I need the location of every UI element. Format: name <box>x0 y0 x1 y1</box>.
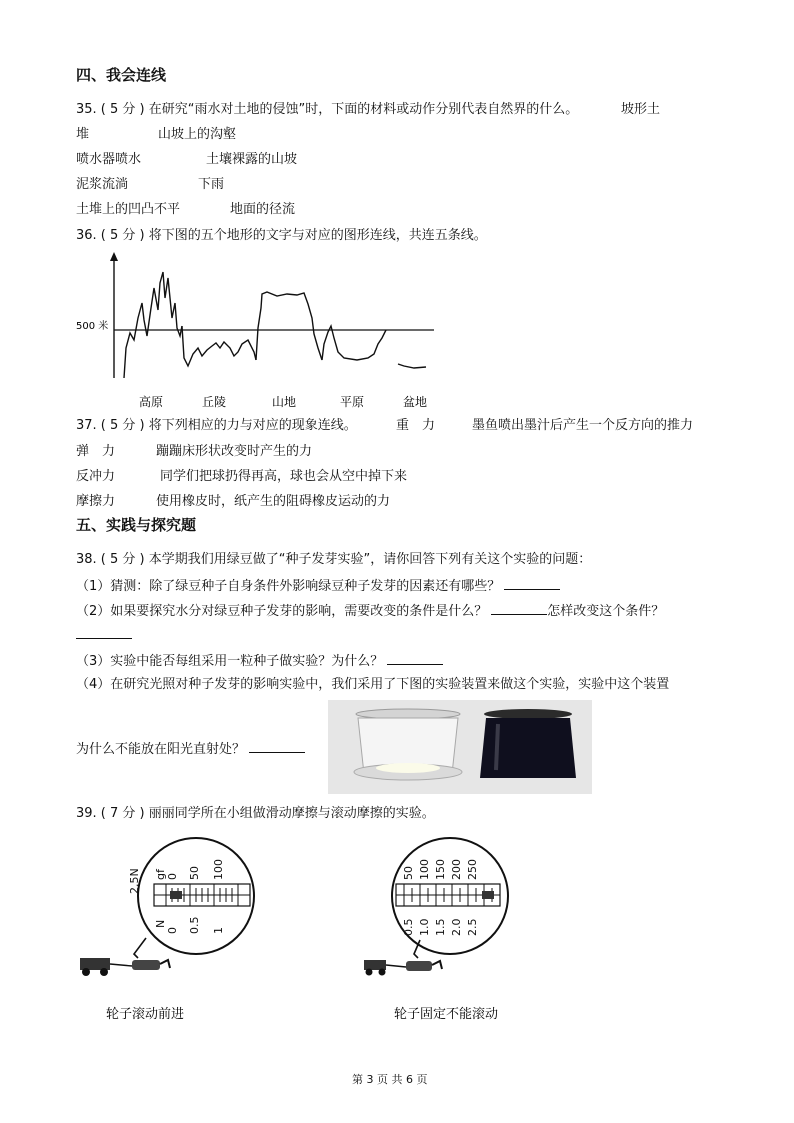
wheel-icon <box>379 969 386 976</box>
string-left <box>110 964 132 966</box>
spring-scale-right <box>406 961 432 971</box>
q37-left-0: 重 力 <box>396 418 436 433</box>
experiment-rolling <box>76 836 286 1031</box>
q38-part2-text-a: （2）如果要探究水分对绿豆种子发芽的影响，需要改变的条件是什么？ <box>76 604 488 619</box>
q38-label: 38. ( 5 分 ) <box>76 552 145 567</box>
q37-right-1: 蹦蹦床形状改变时产生的力 <box>156 444 313 459</box>
magnifier-pointer-left <box>134 938 146 958</box>
q37-prompt: 将下列相应的力与对应的现象连线。 <box>148 418 357 433</box>
scale-g-tick-50: 50 <box>188 866 201 880</box>
black-cup-shine <box>496 724 498 770</box>
q38-part2 <box>76 602 664 620</box>
profile-basin <box>398 364 426 368</box>
scale-pointer-left <box>170 891 182 899</box>
scale-unit-g-left: gf <box>154 869 167 880</box>
q38-part1 <box>76 577 560 595</box>
level-label: 500 米 <box>76 321 109 332</box>
q37-left-2: 反冲力 <box>76 469 116 484</box>
section-title-4: 四、我会连线 <box>76 66 167 84</box>
scale-unit-n-left: N <box>154 919 167 928</box>
q38-part1-text: （1）猜测：除了绿豆种子自身条件外影响绿豆种子发芽的因素还有哪些？ <box>76 579 501 594</box>
scale-r-g-tick-250: 250 <box>466 859 479 880</box>
black-cup-rim <box>484 709 572 719</box>
q38-part4-text-b: 为什么不能放在阳光直射处？ <box>76 742 246 757</box>
seeds-clear <box>376 763 440 773</box>
q35-left-3: 土堆上的凹凸不平 <box>76 202 181 217</box>
q37-left-1: 弹 力 <box>76 444 116 459</box>
q38-part3-text: （3）实验中能否每组采用一粒种子做实验？为什么？ <box>76 654 384 669</box>
cart-right <box>364 960 386 970</box>
answer-blank-4[interactable] <box>249 740 305 753</box>
q35-prompt: 在研究“雨水对土地的侵蚀”时，下面的材料或动作分别代表自然界的什么。 <box>148 102 579 117</box>
wheel-icon <box>100 968 108 976</box>
answer-blank-1[interactable] <box>504 577 560 590</box>
q38-part2-text-b: 怎样改变这个条件？ <box>547 604 665 619</box>
q35-left-0a: 坡形土 <box>621 102 661 117</box>
profile-hills <box>182 326 256 366</box>
wheel-icon <box>82 968 90 976</box>
scale-n-tick-05: 0.5 <box>188 916 201 934</box>
cart-left <box>80 958 110 970</box>
q38-part4: （4）在研究光照对种子发芽的影响实验中，我们采用了下图的实验装置来做这个实验，实验中这个装置 <box>76 677 670 692</box>
q35-left-0b: 堆 <box>76 127 90 142</box>
answer-blank-2a[interactable] <box>491 602 547 615</box>
scale-r-n-tick-25: 2.5 <box>466 918 479 936</box>
landform-label-qiuling: 丘陵 <box>202 395 227 409</box>
profile-plain <box>322 326 386 360</box>
germination-setup-photo <box>328 700 592 794</box>
landform-label-pingyuan: 平原 <box>340 395 365 409</box>
scale-g-tick-0: 0 <box>166 873 179 880</box>
scale-r-g-tick-50: 50 <box>402 866 415 880</box>
page-footer: 第 3 页 共 6 页 <box>352 1073 428 1086</box>
q35-right-3: 地面的径流 <box>230 202 296 217</box>
scale-r-n-tick-20: 2.0 <box>450 918 463 936</box>
hand-icon <box>160 960 170 968</box>
q36-prompt: 将下图的五个地形的文字与对应的图形连线，共连五条线。 <box>148 228 487 243</box>
caption-sliding: 轮子固定不能滚动 <box>394 1007 499 1022</box>
scale-g-tick-100: 100 <box>212 859 225 880</box>
scale-r-n-tick-10: 1.0 <box>418 918 431 936</box>
q37-left-3: 摩擦力 <box>76 494 116 509</box>
q35-left-1: 喷水器喷水 <box>76 152 142 167</box>
experiment-sliding <box>360 836 570 1031</box>
q37-right-2: 同学们把球扔得再高，球也会从空中掉下来 <box>160 469 408 484</box>
q39-label: 39. ( 7 分 ) <box>76 806 145 821</box>
profile-plateau <box>256 292 322 360</box>
q39-prompt: 丽丽同学所在小组做滑动摩擦与滚动摩擦的实验。 <box>148 806 435 821</box>
q38-prompt: 本学期我们用绿豆做了“种子发芽实验”，请你回答下列有关这个实验的问题： <box>148 552 592 567</box>
scale-r-n-tick-05: 0.5 <box>402 918 415 936</box>
axis-arrow-icon <box>110 252 118 261</box>
q35-right-0: 山坡上的沟壑 <box>158 127 237 142</box>
q37-right-0: 墨鱼喷出墨汁后产生一个反方向的推力 <box>472 418 694 433</box>
q36-label: 36. ( 5 分 ) <box>76 228 145 243</box>
profile-mountains <box>124 272 182 378</box>
q37-stem <box>76 418 357 434</box>
q35-stem <box>76 102 578 118</box>
q35-right-2: 下雨 <box>198 177 225 192</box>
q38-part2-blank-line <box>76 626 132 644</box>
landform-label-pendi: 盆地 <box>403 395 428 409</box>
spring-scale-left <box>132 960 160 970</box>
q37-label: 37. ( 5 分 ) <box>76 418 145 433</box>
landform-label-shandi: 山地 <box>272 395 297 409</box>
landform-label-gaoyuan: 高原 <box>139 395 164 409</box>
q38-stem <box>76 552 591 568</box>
string-right <box>386 965 406 967</box>
q36-stem <box>76 228 487 244</box>
q35-label: 35. ( 5 分 ) <box>76 102 145 117</box>
scale-r-g-tick-200: 200 <box>450 859 463 880</box>
scale-n-tick-1: 1 <box>212 927 225 934</box>
answer-blank-3[interactable] <box>387 652 443 665</box>
scale-n-tick-0: 0 <box>166 927 179 934</box>
caption-rolling: 轮子滚动前进 <box>106 1007 185 1022</box>
scale-r-n-tick-15: 1.5 <box>434 918 447 936</box>
q39-stem <box>76 806 435 822</box>
q35-right-1: 土壤裸露的山坡 <box>206 152 298 167</box>
scale-r-g-tick-150: 150 <box>434 859 447 880</box>
scale-r-g-tick-100: 100 <box>418 859 431 880</box>
hand-icon <box>432 961 442 969</box>
landform-diagram <box>72 248 442 413</box>
q37-right-3: 使用橡皮时，纸产生的阻碍橡皮运动的力 <box>156 494 391 509</box>
wheel-icon <box>366 969 373 976</box>
q38-part4-b <box>76 740 305 758</box>
section-title-5: 五、实践与探究题 <box>76 516 197 534</box>
q38-part3 <box>76 652 443 670</box>
answer-blank-2b[interactable] <box>76 626 132 639</box>
q35-left-2: 泥浆流淌 <box>76 177 129 192</box>
scale-pointer-right <box>482 891 494 899</box>
scale-max-left: 2.5N <box>128 868 141 894</box>
